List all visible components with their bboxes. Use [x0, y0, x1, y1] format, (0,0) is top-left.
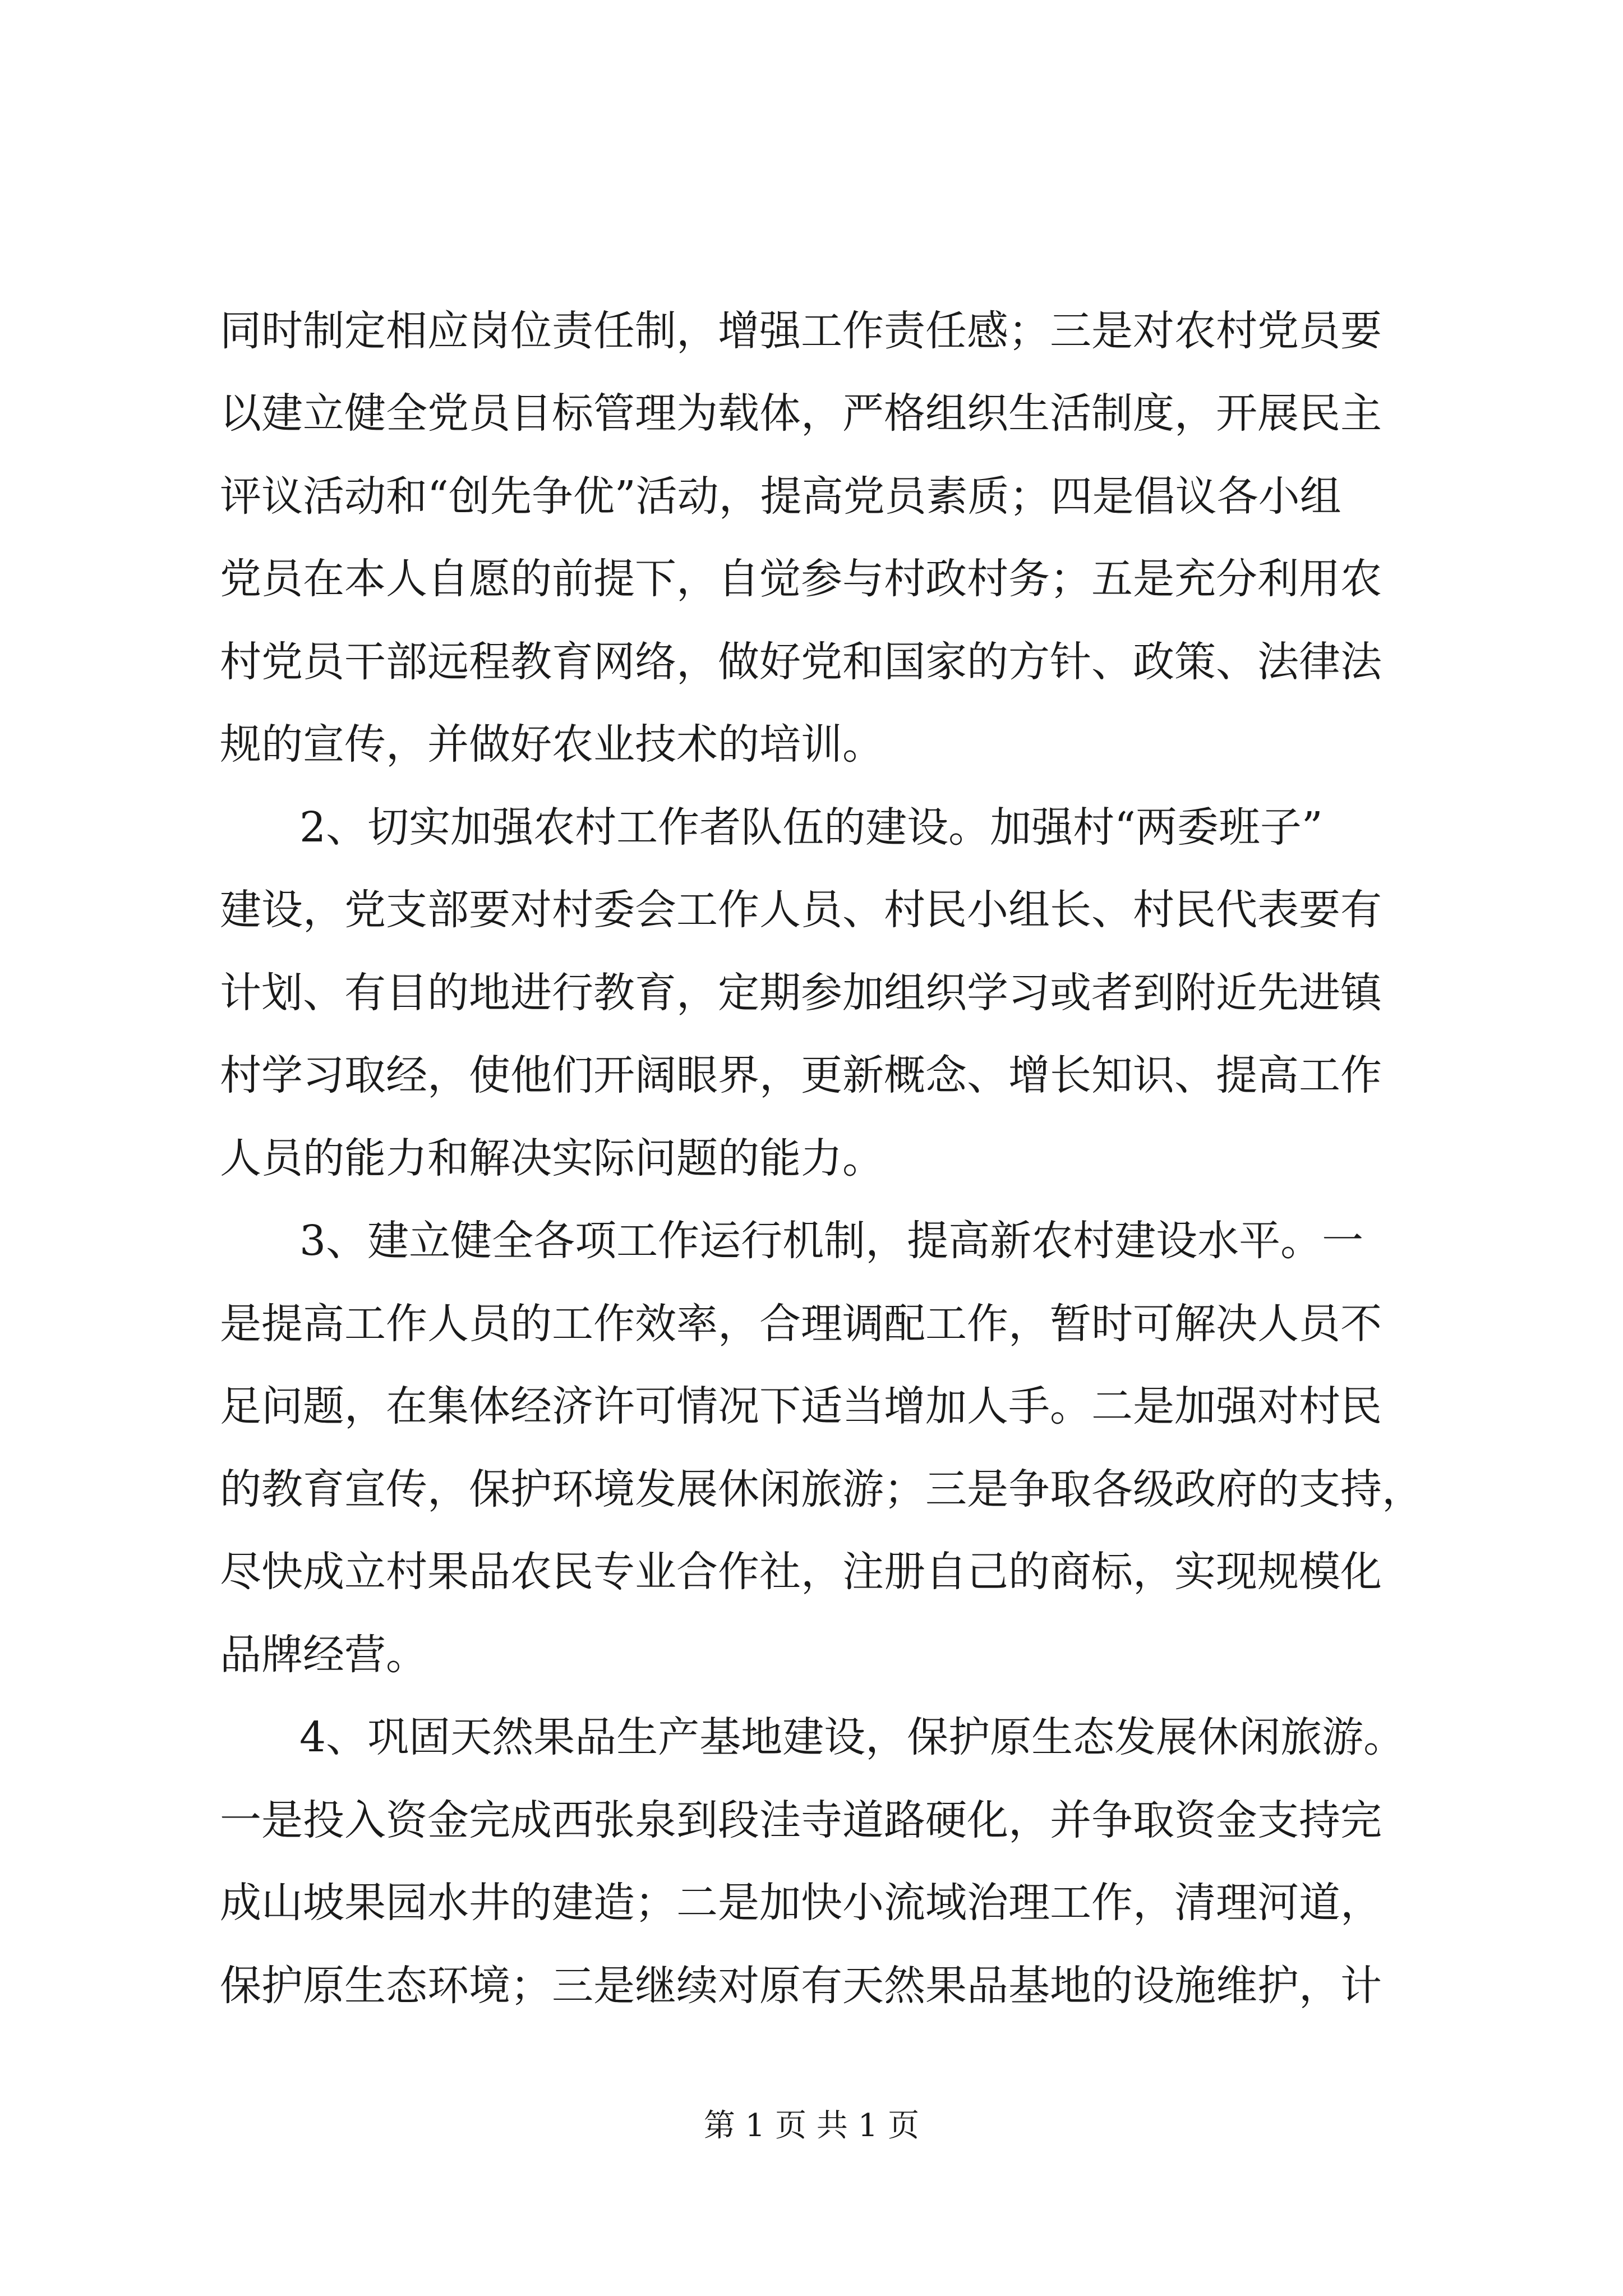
page-footer: 第 1 页 共 1 页 — [703, 2108, 920, 2144]
text-line: 评议活动和“创先争优”活动，提高党员素质；四是倡议各小组 — [220, 472, 1341, 521]
text-line: 人员的能力和解决实际问题的能力。 — [220, 1134, 884, 1182]
paragraph-start-line: 4、巩固天然果品生产基地建设，保护原生态发展休闲旅游。 — [299, 1713, 1405, 1761]
text-line: 计划、有目的地进行教育，定期参加组织学习或者到附近先进镇 — [220, 969, 1382, 1017]
text-line: 保护原生态环境；三是继续对原有天然果品基地的设施维护，计 — [220, 1962, 1382, 2010]
text-line: 规的宣传，并做好农业技术的培训。 — [220, 720, 884, 769]
text-line: 党员在本人自愿的前提下，自觉参与村政村务；五是充分利用农 — [220, 555, 1382, 603]
text-line: 村学习取经，使他们开阔眼界，更新概念、增长知识、提高工作 — [220, 1051, 1382, 1099]
text-line: 尽快成立村果品农民专业合作社，注册自己的商标，实现规模化 — [220, 1548, 1382, 1596]
paragraph-start-line: 2、切实加强农村工作者队伍的建设。加强村“两委班子” — [299, 803, 1323, 852]
text-line: 村党员干部远程教育网络，做好党和国家的方针、政策、法律法 — [220, 638, 1382, 686]
text-line: 一是投入资金完成西张泉到段洼寺道路硬化，并争取资金支持完 — [220, 1796, 1382, 1844]
text-line: 的教育宣传，保护环境发展休闲旅游；三是争取各级政府的支持， — [220, 1465, 1423, 1513]
text-line: 品牌经营。 — [220, 1631, 427, 1679]
text-line: 以建立健全党员目标管理为载体，严格组织生活制度，开展民主 — [220, 389, 1382, 438]
text-line: 建设，党支部要对村委会工作人员、村民小组长、村民代表要有 — [220, 886, 1382, 934]
text-line: 是提高工作人员的工作效率，合理调配工作，暂时可解决人员不 — [220, 1300, 1382, 1348]
paragraph-start-line: 3、建立健全各项工作运行机制，提高新农村建设水平。一 — [299, 1217, 1364, 1265]
text-line: 同时制定相应岗位责任制，增强工作责任感；三是对农村党员要 — [220, 307, 1382, 355]
text-line: 足问题，在集体经济许可情况下适当增加人手。二是加强对村民 — [220, 1382, 1382, 1430]
text-line: 成山坡果园水井的建造；二是加快小流域治理工作，清理河道， — [220, 1879, 1382, 1927]
